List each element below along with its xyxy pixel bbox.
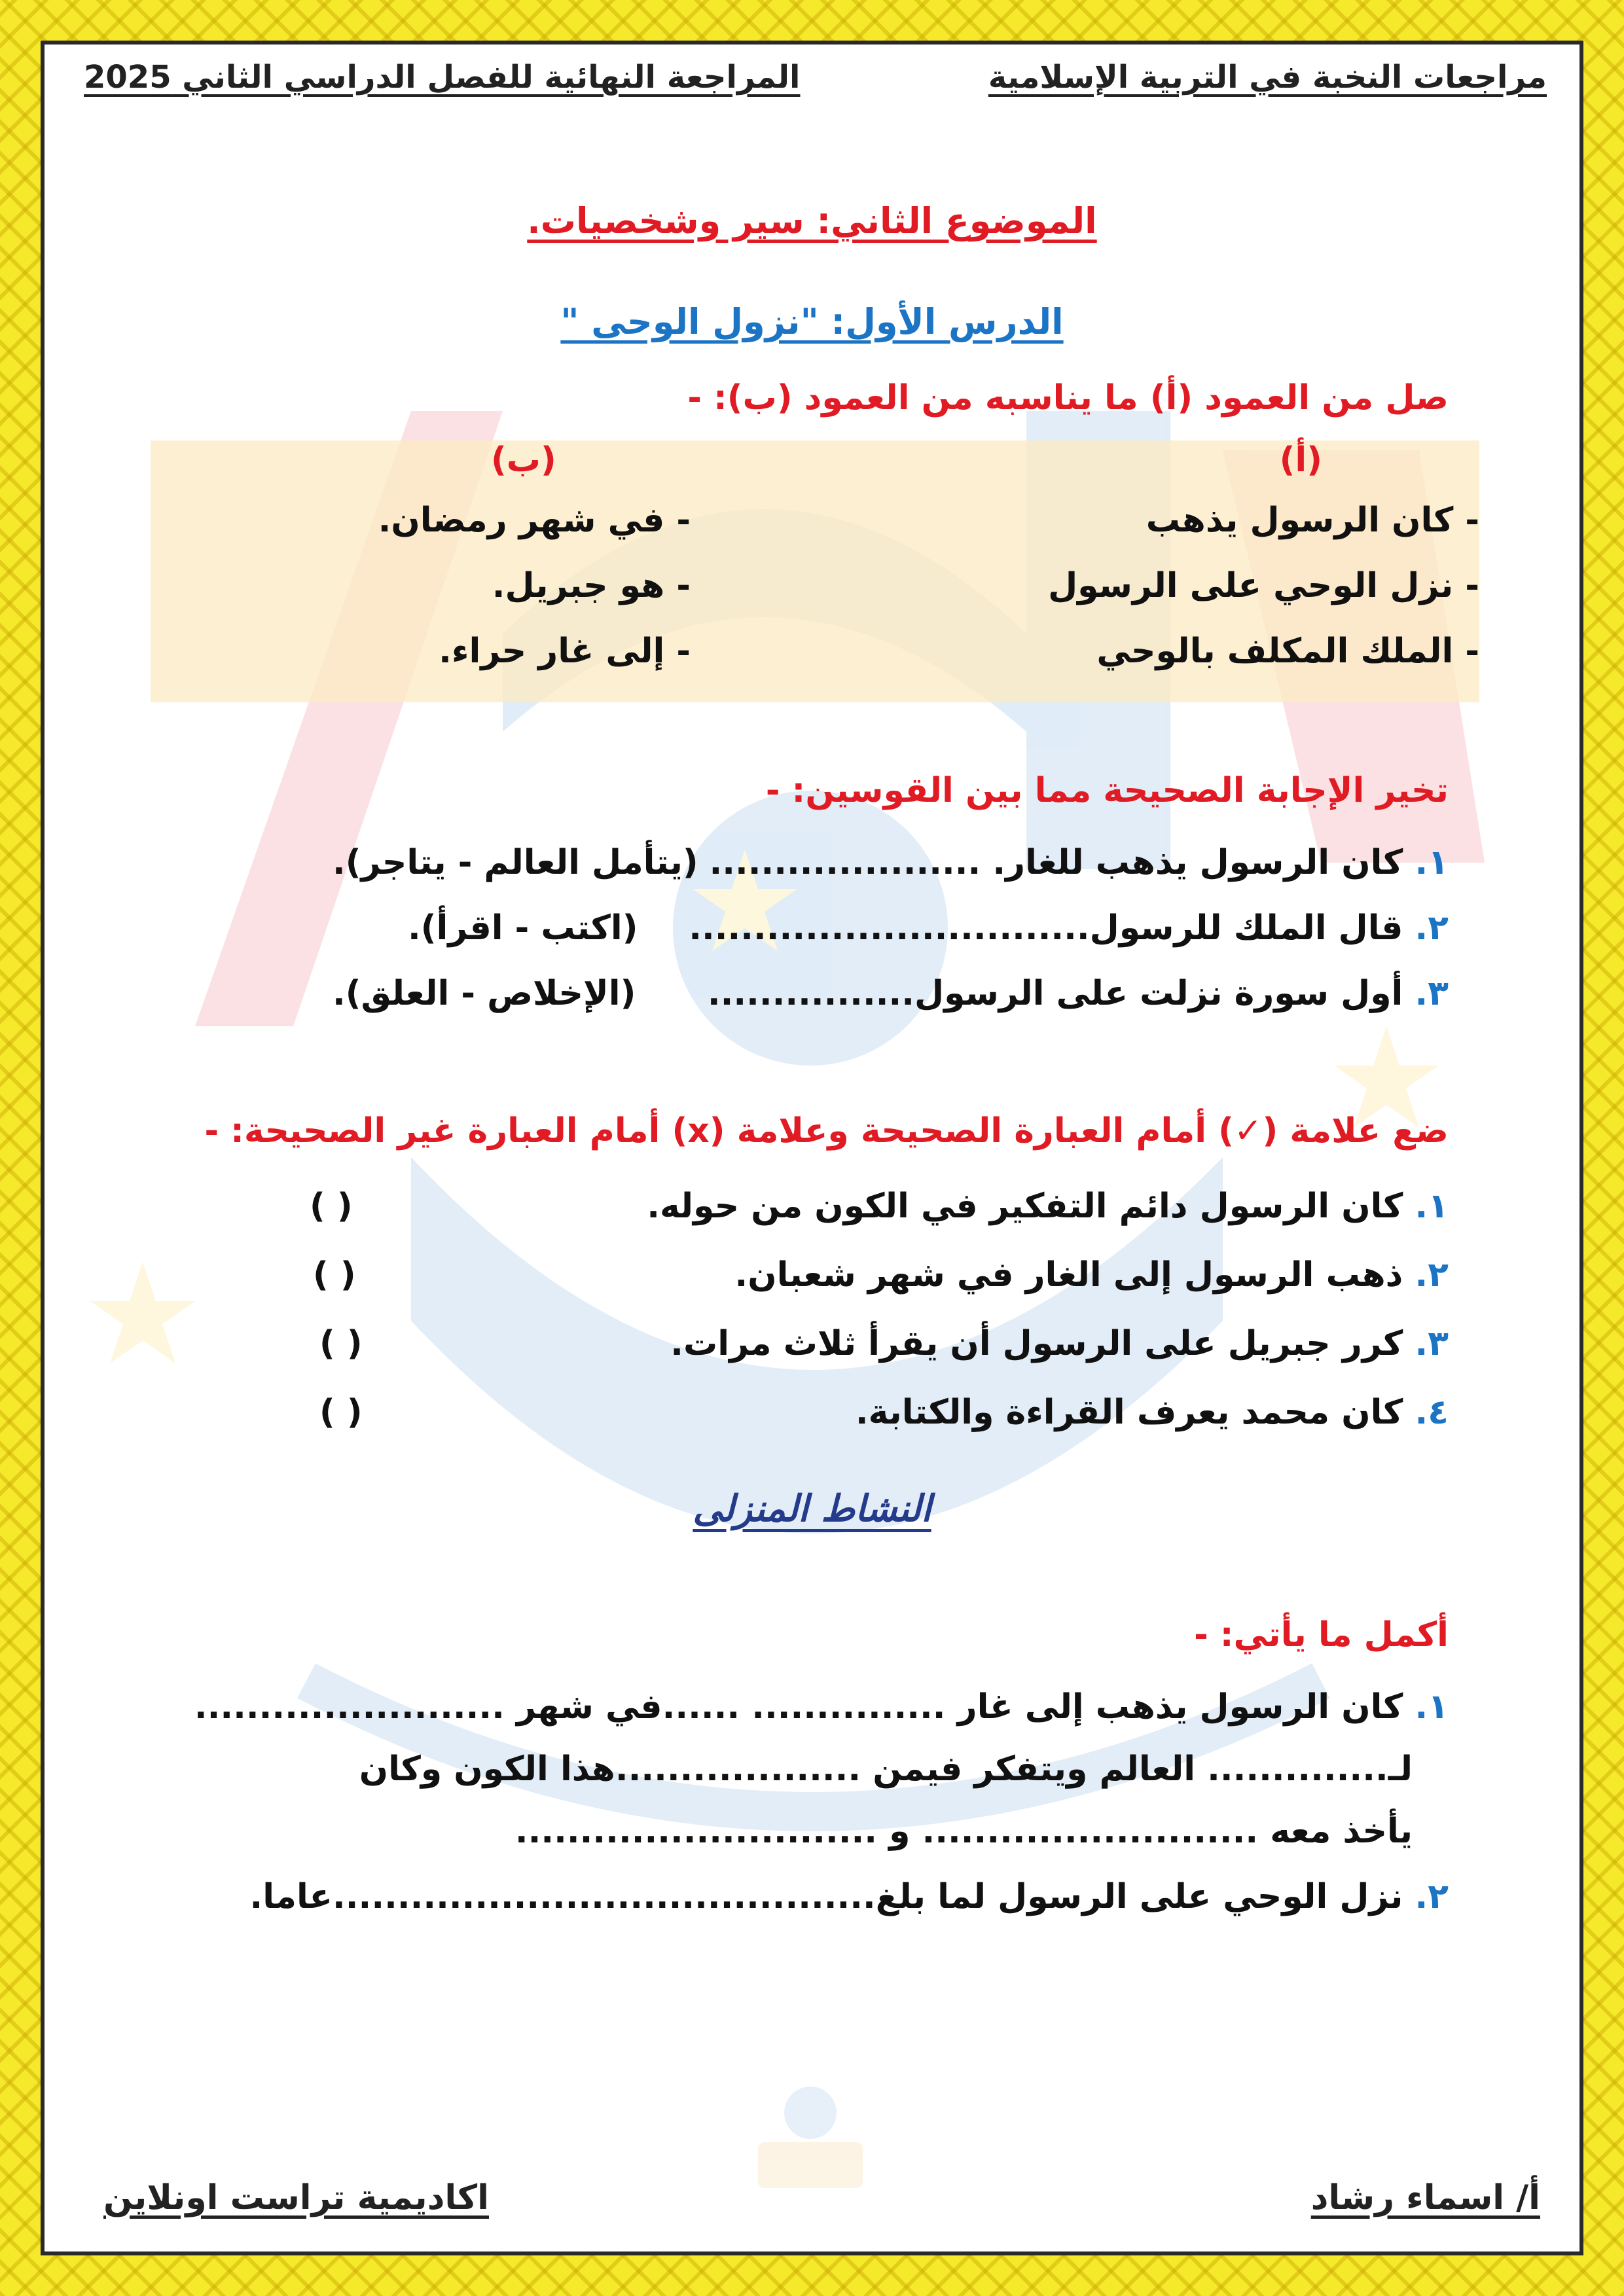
choose-question — [709, 843, 1449, 882]
worksheet-page — [41, 41, 1583, 2255]
truefalse-statement — [734, 1255, 1449, 1295]
question-text: أول سورة نزلت على الرسول................ — [707, 974, 1403, 1013]
complete-item — [194, 1687, 1449, 1727]
column-b-label: (ب) — [491, 440, 556, 480]
column-a-item: - الملك المكلف بالوحي — [1096, 632, 1479, 671]
answer-box[interactable]: ( ) — [319, 1324, 363, 1363]
answer-box[interactable]: ( ) — [319, 1393, 363, 1432]
column-b-item: - إلى غار حراء. — [439, 632, 691, 671]
header-review-title: المراجعة النهائية للفصل الدراسي الثاني 2025 — [84, 59, 801, 96]
home-activity-title: النشاط المنزلى — [693, 1488, 931, 1530]
header-series-title: مراجعات النخبة في التربية الإسلامية — [988, 59, 1547, 96]
question-number: ٢. — [1415, 908, 1449, 948]
choose-options: (اكتب - اقرأ). — [408, 908, 638, 948]
truefalse-statement — [670, 1324, 1449, 1363]
truefalse-statement — [647, 1187, 1449, 1226]
question-number: ١. — [1415, 843, 1449, 882]
answer-box[interactable]: ( ) — [313, 1255, 356, 1295]
choose-question — [708, 974, 1449, 1013]
truefalse-instruction: ضع علامة (✓) أمام العبارة الصحيحة وعلامة (x) أمام العبارة غير الصحيحة: - — [204, 1111, 1449, 1151]
statement-text: ذهب الرسول إلى الغار في شهر شعبان. — [734, 1255, 1403, 1295]
column-b-item: - في شهر رمضان. — [378, 501, 691, 540]
item-text: نزل الوحي على الرسول لما بلغ..........................................عاما. — [249, 1877, 1403, 1916]
question-text: قال الملك للرسول............................... — [689, 908, 1403, 948]
column-a-label: (أ) — [1279, 440, 1322, 480]
choose-options: (يتأمل العالم - يتاجر). — [333, 843, 698, 882]
question-number: ٣. — [1415, 974, 1449, 1013]
column-b-item: - هو جبريل. — [492, 566, 691, 605]
item-text: كان الرسول يذهب إلى غار ............... ......في شهر ........................ — [194, 1687, 1403, 1727]
answer-box[interactable]: ( ) — [310, 1187, 353, 1226]
complete-item — [250, 1877, 1449, 1916]
footer-academy-name: اكاديمية تراست اونلاين — [103, 2178, 489, 2217]
matching-instruction: صل من العمود (أ) ما يناسبه من العمود (ب): - — [687, 378, 1449, 418]
statement-number: ١. — [1415, 1187, 1449, 1226]
choose-instruction: تخير الإجابة الصحيحة مما بين القوسين: - — [765, 771, 1449, 810]
choose-question — [689, 908, 1449, 948]
statement-text: كان محمد يعرف القراءة والكتابة. — [855, 1393, 1403, 1432]
complete-item-continuation: يأخذ معه .......................... و ............................ — [514, 1812, 1413, 1851]
statement-number: ٢. — [1415, 1255, 1449, 1295]
topic-title: الموضوع الثاني: سير وشخصيات. — [527, 200, 1097, 242]
complete-instruction: أكمل ما يأتي: - — [1194, 1615, 1449, 1655]
statement-number: ٤. — [1415, 1393, 1449, 1432]
column-a-item: - كان الرسول يذهب — [1146, 501, 1479, 540]
statement-text: كرر جبريل على الرسول أن يقرأ ثلاث مرات. — [670, 1324, 1403, 1363]
truefalse-statement — [856, 1393, 1449, 1432]
item-number: ١. — [1415, 1687, 1449, 1727]
question-text: كان الرسول يذهب للغار. ..................... — [709, 843, 1403, 882]
footer-teacher-name: أ/ اسماء رشاد — [1310, 2178, 1540, 2217]
lesson-title: الدرس الأول: "نزول الوحى " — [560, 301, 1064, 342]
matching-table — [151, 440, 1479, 702]
complete-item-continuation: لـ.............. العالم ويتفكر فيمن ...................هذا الكون وكان — [359, 1749, 1413, 1789]
item-number: ٢. — [1415, 1877, 1449, 1916]
choose-options: (الإخلاص - العلق). — [333, 974, 636, 1013]
column-a-item: - نزل الوحي على الرسول — [1048, 566, 1479, 605]
statement-number: ٣. — [1415, 1324, 1449, 1363]
statement-text: كان الرسول دائم التفكير في الكون من حوله. — [647, 1187, 1403, 1226]
